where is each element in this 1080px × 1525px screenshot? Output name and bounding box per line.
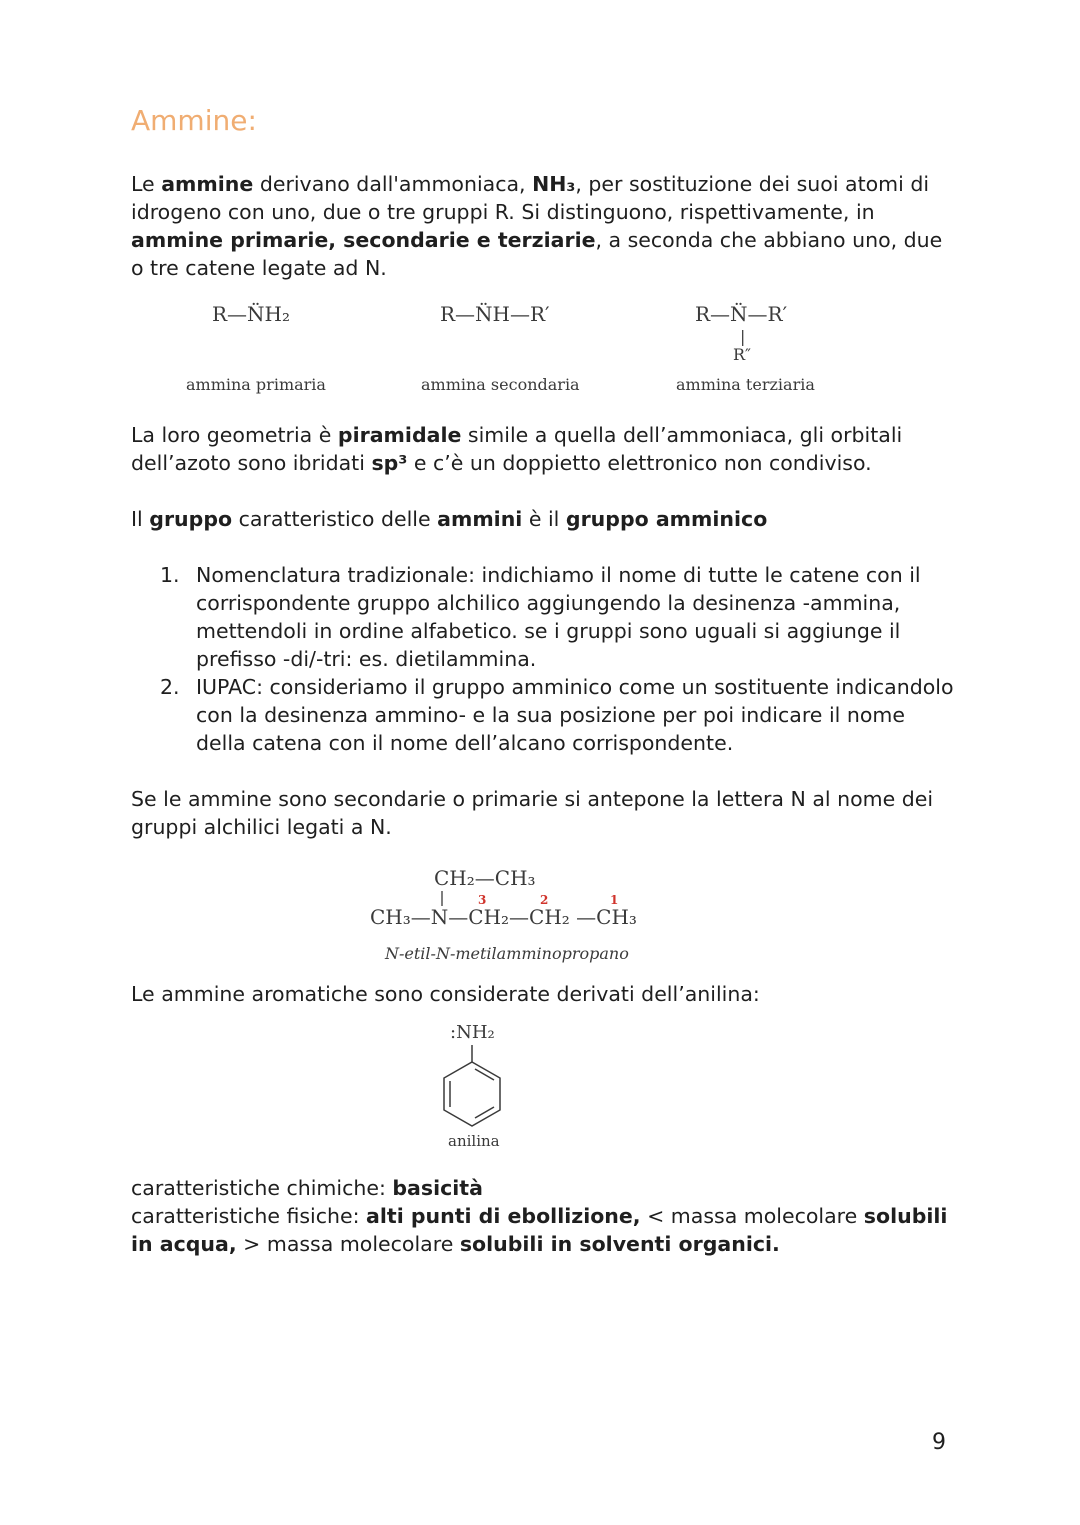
list-item [160, 673, 960, 757]
tertiary-amine-formula: R—N̈—R′ [695, 302, 788, 326]
tertiary-amine-caption: ammina terziaria [676, 375, 815, 394]
intro-paragraph [131, 170, 961, 282]
main-chain: CH₃—N—CH₂—CH₂ —CH₃ [370, 905, 637, 929]
section-title: Ammine: [131, 104, 257, 137]
bold-text: alti punti di ebollizione, [366, 1204, 641, 1228]
locant-3: 3 [478, 893, 487, 907]
text: derivano dall'ammoniaca, [253, 172, 533, 196]
example-name: N-etil-N-metilamminopropano [385, 944, 629, 963]
text: Le [131, 172, 162, 196]
list-text: IUPAC: consideriamo il gruppo amminico come un sostituente indicandolo con la desinenza ammino- e la sua posizione per poi indicare il nome della catena con il nome dell’alcano corrispondente. [196, 675, 954, 755]
amino-group: :NH₂ [450, 1022, 495, 1043]
text: , per sostituzione dei suoi atomi di idrogeno con uno, due o tre gruppi R. Si distinguono, rispettivamente, in [131, 172, 930, 224]
example-structure [360, 858, 680, 970]
text: caratteristico delle [232, 507, 438, 531]
bold-text: gruppo [149, 507, 233, 531]
bold-text: ammini [437, 507, 523, 531]
text: e c’è un doppietto elettronico non condiviso. [407, 451, 872, 475]
bold-text: basicità [392, 1176, 483, 1200]
group-paragraph [131, 505, 961, 533]
geometry-paragraph [131, 421, 961, 477]
bold-text: gruppo amminico [565, 507, 768, 531]
primary-amine-formula: R—N̈H₂ [212, 302, 291, 326]
nomenclature-list [160, 561, 960, 757]
bold-text: solubili in solventi organici. [459, 1232, 780, 1256]
ethyl-group: CH₂—CH₃ [434, 866, 536, 890]
text: < massa molecolare [640, 1204, 864, 1228]
list-item [160, 561, 960, 673]
list-text: Nomenclatura tradizionale: indichiamo il nome di tutte le catene con il corrispondente gruppo alchilico aggiungendo la desinenza -ammina, mettendoli in ordine alfabetico. se i gruppi sono uguali si aggiunge il prefisso -di/-tri: es. dietilammina. [196, 563, 921, 671]
aniline-caption: anilina [448, 1132, 500, 1150]
aniline-structure [430, 1018, 520, 1153]
secondary-note: Se le ammine sono secondarie o primarie si antepone la lettera N al nome dei gruppi alchilici legati a N. [131, 787, 934, 839]
tertiary-substituent: R″ [733, 345, 752, 364]
bold-text: NH₃ [532, 172, 576, 196]
benzene-ring [444, 1062, 500, 1126]
double-bond [475, 1069, 494, 1080]
bold-text: ammine [161, 172, 254, 196]
bold-text: ammine primarie, secondarie e terziarie [131, 228, 596, 252]
text: simile a quella dell’ammoniaca, gli orbitali dell’azoto sono ibridati [131, 423, 903, 475]
physical-properties [131, 1202, 961, 1258]
text: > massa molecolare [236, 1232, 460, 1256]
locant-2: 2 [540, 893, 549, 907]
aromatic-paragraph: Le ammine aromatiche sono considerate derivati dell’anilina: [131, 982, 760, 1006]
bold-text: solubili in acqua, [131, 1204, 948, 1256]
bold-text: piramidale [337, 423, 462, 447]
tertiary-bond: | [740, 327, 746, 346]
text: è il [522, 507, 566, 531]
secondary-amine-caption: ammina secondaria [421, 375, 580, 394]
page-number: 9 [932, 1430, 946, 1455]
text: caratteristiche chimiche: [131, 1176, 393, 1200]
secondary-amine-formula: R—N̈H—R′ [440, 302, 550, 326]
list-number: 2. [160, 675, 180, 699]
chemical-properties [131, 1174, 961, 1202]
bold-text: sp³ [371, 451, 408, 475]
text: , a seconda che abbiano uno, due o tre catene legate ad N. [131, 228, 943, 280]
list-number: 1. [160, 563, 180, 587]
text: La loro geometria è [131, 423, 338, 447]
primary-amine-caption: ammina primaria [186, 375, 326, 394]
double-bond [475, 1107, 494, 1118]
text: Il [131, 507, 150, 531]
text: caratteristiche fisiche: [131, 1204, 367, 1228]
locant-1: 1 [610, 893, 619, 907]
